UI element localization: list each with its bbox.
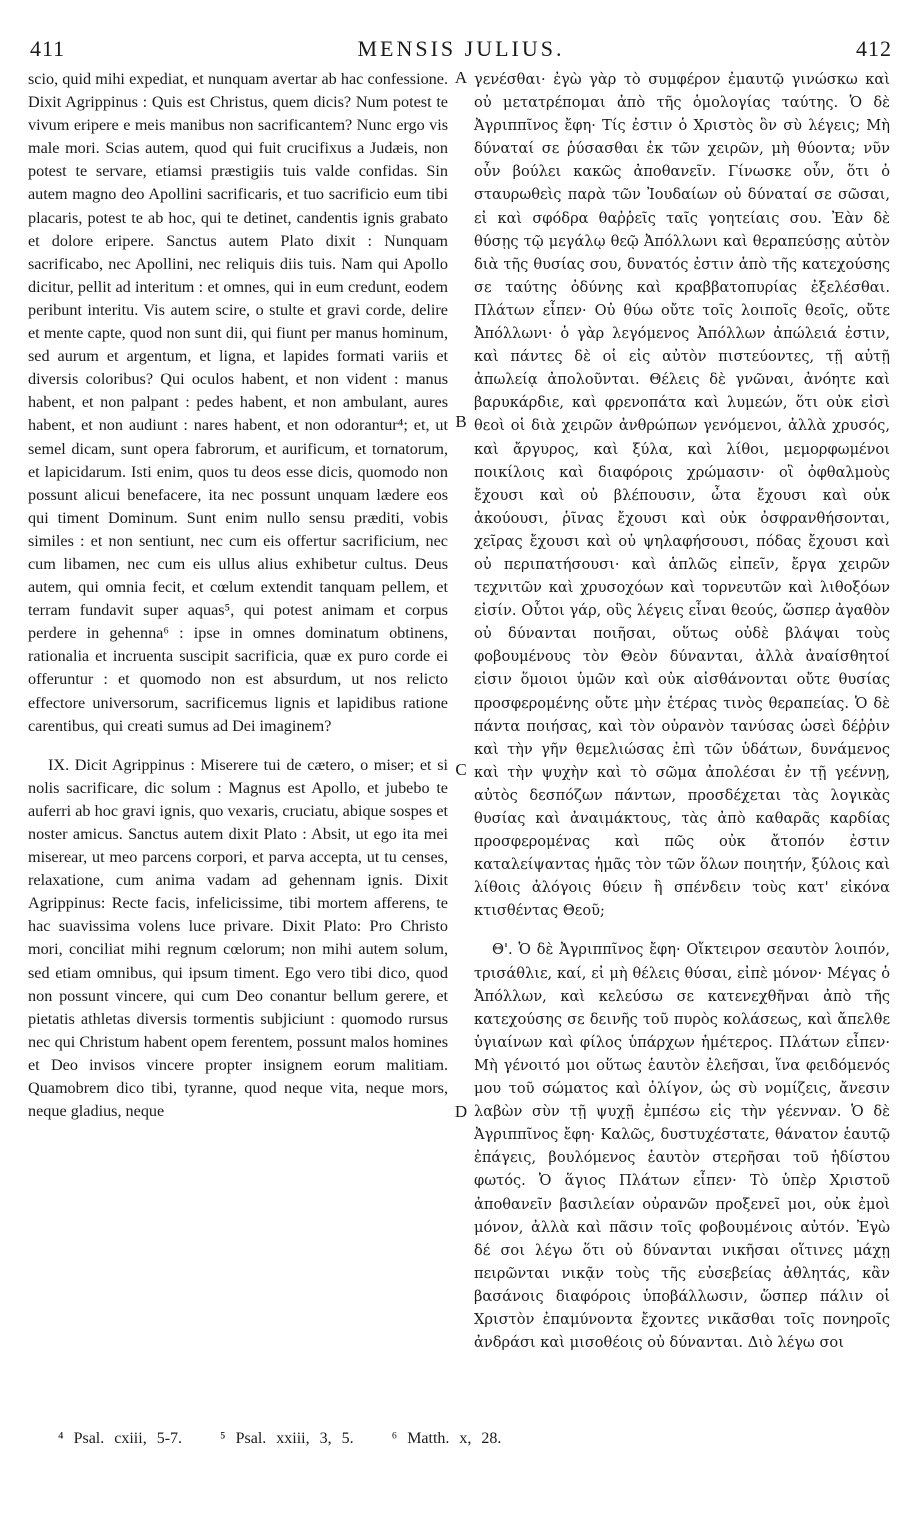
footnote-6: ⁶ Matth. x, 28. xyxy=(391,1430,502,1447)
latin-paragraph-1: scio, quid mihi expediat, et nunquam avertar ab hac confessione. Dixit Agrippinus : Quis est Christus, quem dicis? Num potest te vivum eripere e meis manibus non sacrificantem? Nunc ergo vis male mori. Scias autem, quod qui fuit crucifixus a Judæis, non potest te servare, etiamsi præstigiis tuis valde confidas. Sin autem magno deo Apollini sacrificaris, et tuo sacrificio eum tibi placaris, potest te ab hoc, qui te detinet, candentis ignis grabato et dolore eripere. Sanctus autem Plato dixit : Nunquam sacrificabo, nec Apollini, nec reliquis diis tuis. Nam qui Apollo dicitur, pellit ad interitum : et omnes, qui in eum credunt, eodem peribunt interitu. Vis autem scire, o stulte et gravi corde, delire et mente capte, quod non sunt dii, qui fiunt per manus hominum, sed aurum et argentum, et ligna, et lapides formati variis et diversis coloribus? Qui oculos habent, et non vident : manus habent, et non palpant : pedes habent, et non ambulant, aures habent, et non audiunt : nares habent, et non odorantur⁴; et, ut semel dicam, sunt opera fabrorum, et aurificum, et tornatorum, et lapicidarum. Isti enim, quos tu deos esse dicis, quomodo non possunt alicui benefacere, ita nec possunt unquam lædere eos qui timent Dominum. Sunt enim nullo sensu præditi, vobis similes : et non sentiunt, nec cum eis offertur sacrificium, nec cum libamen, nec cum eis ullus alius exhibetur cultus. Deus autem, qui omnia fecit, et cœlum extendit tanquam pellem, et terram fundavit super aquas⁵, qui potest animam et corpus perdere in gehenna⁶ : ipse in omnes dominatum obtinens, rationalia et incruenta suscipit sacrificia, quæ ex puro corde ei offeruntur : et quomodo non est absurdum, ut nos relicto effectore universorum, sacrificemus lignis et lapidibus ratione carentibus, qui creati sumus ad Dei imaginem? xyxy=(28,70,448,735)
page-number-right: 412 xyxy=(856,36,892,61)
margin-marker-b: B xyxy=(455,412,467,431)
latin-column xyxy=(28,68,448,1123)
running-header xyxy=(30,36,892,66)
margin-marker-c: C xyxy=(455,760,467,779)
running-title: MENSIS JULIUS. xyxy=(357,36,565,61)
margin-marker-a: A xyxy=(454,68,468,87)
greek-paragraph-1: γενέσθαι· ἐγὼ γὰρ τὸ συμφέρον ἐμαυτῷ γινώσκω καὶ οὐ μετατρέπομαι ἀπὸ τῆς ὁμολογίας ταύτης. Ὁ δὲ Ἀγριππῖνος ἔφη· Τίς ἐστιν ὁ Χριστὸς ὃν σὺ λέγεις; Μὴ δύναταί σε ῥύσασθαι ἐκ τῶν χειρῶν, μὴ θύοντα; νῦν οὖν βούλει κακῶς ἀποθανεῖν. Γίνωσκε οὖν, ὅτι ὁ σταυρωθεὶς παρὰ τῶν Ἰουδαίων οὐ δύναταί σε σῶσαι, εἰ καὶ σφόδρα θαῤῥεῖς ταῖς γοητείαις σου. Ἐὰν δὲ θύσῃς τῷ μεγάλῳ θεῷ Ἀπόλλωνι καὶ θεραπεύσῃς αὐτὸν διὰ τῆς θυσίας σου, δυνατός ἐστιν ἀπὸ τῆς κατεχούσης σε ταύτης ὀδύνης καὶ κραββατοπυρίας ἐξελέσθαι. Πλάτων εἶπεν· Οὐ θύω οὔτε τοῖς λοιποῖς θεοῖς, οὔτε Ἀπόλλωνι· ὁ γὰρ λεγόμενος Ἀπόλλων ἀπώλειά ἐστιν, καὶ πάντες δὲ οἱ εἰς αὐτὸν πιστεύοντες, τῇ αὐτῇ ἀπωλείᾳ ἀπολοῦνται. Θέλεις δὲ γνῶναι, ἀνόητε καὶ βαρυκάρδιε, καὶ φρενοπάτα καὶ λυμεών, ὅτι οὐκ εἰσὶ θεοὶ οἱ διὰ χειρῶν ἀνθρώπων γενόμενοι, ἀλλὰ χρυσός, καὶ ἄργυρος, καὶ ξύλα, καὶ λίθοι, μεμορφωμένοι ποικίλοις καὶ διαφόροις χρώμασιν· οἳ ὀφθαλμοὺς ἔχουσι καὶ οὐ βλέπουσιν, ὦτα ἔχουσι καὶ οὐκ ἀκούουσι, ῥῖνας ἔχουσι καὶ οὐκ ὀσφρανθήσονται, χεῖρας ἔχουσι καὶ οὐ ψηλαφήσουσι, πόδας ἔχουσι καὶ οὐ περιπατήσουσι· καὶ ἁπλῶς εἰπεῖν, ἔργα χειρῶν τεχνιτῶν καὶ χρυσοχόων καὶ τορνευτῶν καὶ λιθοξόων εἰσίν. Οὗτοι γάρ, οὓς λέγεις εἶναι θεούς, ὥσπερ ἀγαθὸν οὐ δύνανται ποιῆσαι, οὕτως οὐδὲ βλάψαι τοὺς φοβουμένους τὸν Θεὸν δύνανται, ἀλλὰ ἀναίσθητοί εἰσιν ὅμοιοι ὑμῶν καὶ οὐκ αἰσθάνονται οὔτε θυσίας προσφερομένης οὔτε μὴν ἑτέρας τινὸς θεραπείας. Ὁ δὲ πάντα ποιήσας, καὶ τὸν οὐρανὸν τανύσας ὡσεὶ δέῤῥιν καὶ τὴν γῆν θεμελιώσας ἐπὶ τῶν ὑδάτων, δυνάμενος καὶ τὴν ψυχὴν καὶ τὸ σῶμα ἀπολέσαι ἐν τῇ γεέννῃ, αὐτὸς δεσπόζων πάντων, προσδέχεται τὰς λογικὰς θυσίας καὶ ἀναιμάκτους, τὰς ἀπὸ καθαρᾶς καρδίας προσφερομένας καὶ πῶς οὐκ ἄτοπόν ἐστιν καταλείψαντας ἡμᾶς τὸν τῶν ὅλων ποιητήν, ξύλοις καὶ λίθοις ἀλόγοις θύειν ἢ σπένδειν τοὺς κατ' εἰκόνα κτισθέντας Θεοῦ; xyxy=(474,71,890,920)
margin-marker-d: D xyxy=(454,1102,468,1121)
latin-paragraph-2: IX. Dicit Agrippinus : Miserere tui de cætero, o miser; et si nolis sacrificare, dic solum : Magnus est Apollo, et jubebo te auferri ab hoc gravi ignis, quo vexaris, cruciatu, abique sospes et noster amicus. Sanctus autem dixit Plato : Absit, ut ego ita mei miserear, ut meo parcens corpori, et parva accepta, ut tu censes, relaxatione, cum anima vadam ad gehennam ignis. Dixit Agrippinus: Recte facis, infelicissime, tibi mortem afferens, te hac suavissima volens luce privare. Dixit Plato: Pro Christo mori, conciliat mihi regnum cœlorum; non mihi autem solum, sed etiam omnibus, qui ipsum timent. Ego vero tibi dico, quod non possunt vincere, qui cum Deo conantur bellum gerere, et pietatis athletas diversis tormentis subjiciunt : quomodo rursus nec qui Christum habent opem ferentem, possunt malos homines et Deo invisos vincere propter insignem eorum malitiam. Quamobrem dico tibi, tyranne, quod neque vita, neque mors, neque gladius, neque xyxy=(28,755,448,1121)
footnote-5: ⁵ Psal. xxiii, 3, 5. xyxy=(220,1430,354,1447)
greek-paragraph-2: Θ'. Ὁ δὲ Ἀγριππῖνος ἔφη· Οἴκτειρον σεαυτὸν λοιπόν, τρισάθλιε, καί, εἰ μὴ θέλεις θύσαι, εἰπὲ μόνον· Μέγας ὁ Ἀπόλλων, καὶ κελεύσω σε κατενεχθῆναι ἀπὸ τῆς κατεχούσης σε δεινῆς τοῦ πυρὸς κολάσεως, καὶ ἄπελθε ὑγιαίνων καὶ φίλος ὑπάρχων ἡμέτερος. Πλάτων εἶπεν· Μὴ γένοιτό μοι οὕτως ἑαυτὸν ἐλεῆσαι, ἵνα φειδόμενός μου τοῦ σώματος καὶ ὀλίγον, ὡς σὺ νομίζεις, ἄνεσιν λαβὼν σὺν τῇ ψυχῇ ἐμπέσω εἰς τὴν γέενναν. Ὁ δὲ Ἀγριππῖνος ἔφη· Καλῶς, δυστυχέστατε, θάνατον ἑαυτῷ ἐπάγεις, βουλόμενος ἑαυτὸν στερῆσαι τοῦ ἡδίστου φωτός. Ὁ ἅγιος Πλάτων εἶπεν· Τὸ ὑπὲρ Χριστοῦ ἀποθανεῖν βασιλείαν οὐρανῶν προξενεῖ μοι, οὐκ ἐμοὶ μόνον, ἀλλὰ καὶ πᾶσιν τοῖς φοβουμένοις αὐτόν. Ἐγὼ δέ σοι λέγω ὅτι οὐ δύνανται νικῆσαι οἵτινες μάχῃ πειρῶνται νικᾷν τοὺς τῆς εὐσεβείας ἀθλητάς, κἂν βασάνοις διαφόροις ὑποβάλλωσιν, ὥσπερ πάλιν οἱ Χριστὸν ἐπαμύνοντα ἔχοντες νικᾶσθαι τοῖς πονηροῖς ἀνδράσι καὶ μισοθέοις οὐ δύνανται. Διὸ λέγω σοι xyxy=(474,941,890,1352)
footnote-4: ⁴ Psal. cxiii, 5-7. xyxy=(58,1430,183,1447)
footnotes xyxy=(58,1430,858,1448)
greek-column xyxy=(474,68,890,1354)
page-number-left: 411 xyxy=(30,36,66,61)
